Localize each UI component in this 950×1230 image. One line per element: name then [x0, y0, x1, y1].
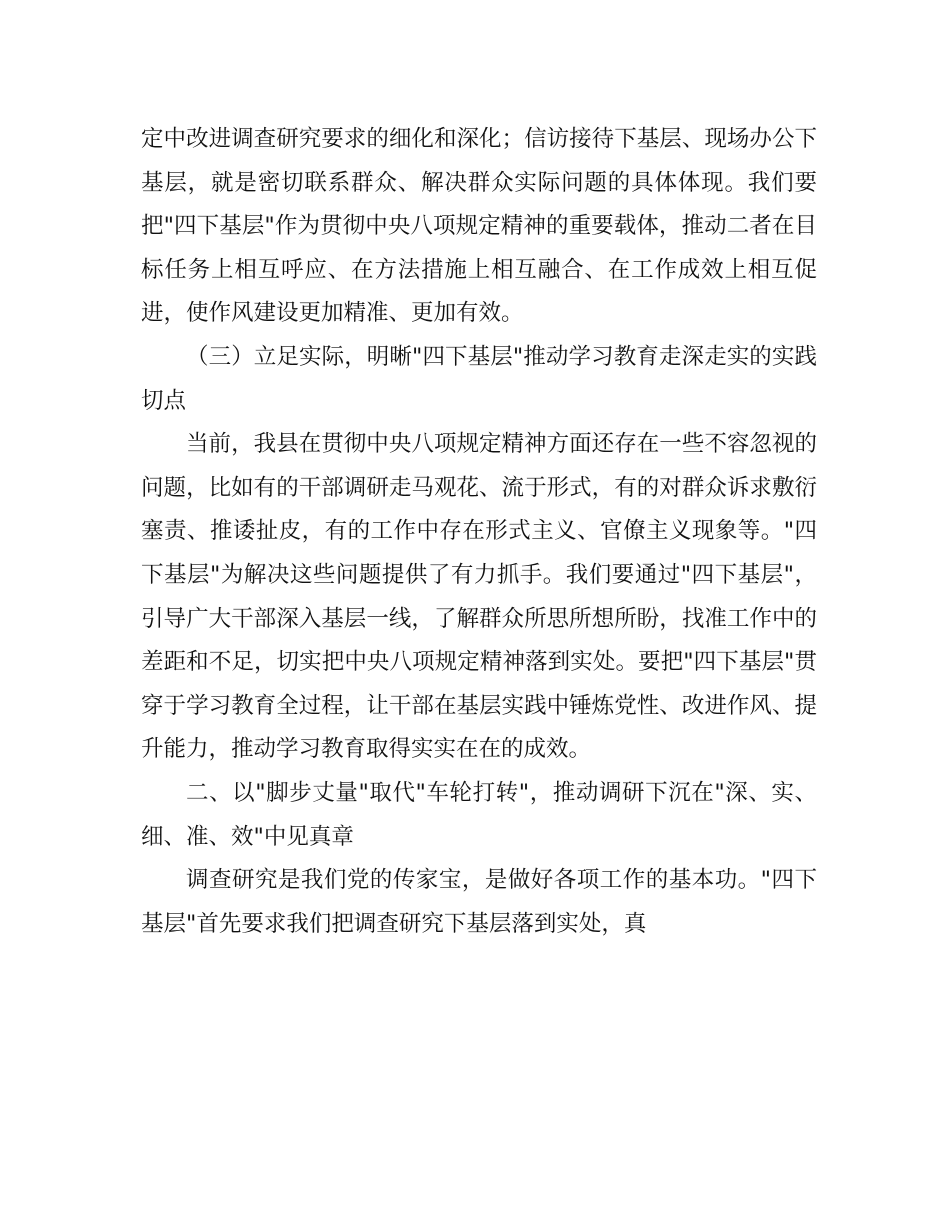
section-heading-2: 二、以"脚步丈量"取代"车轮打转"，推动调研下沉在"深、实、细、准、效"中见真章	[141, 779, 817, 850]
paragraph-research: 调查研究是我们党的传家宝，是做好各项工作的基本功。"四下基层"首先要求我们把调查研究下基层落到实处，真	[141, 867, 817, 937]
paragraph-continued-text: 定中改进调查研究要求的细化和深化；信访接待下基层、现场办公下基层，就是密切联系群众、解决群众实际问题的具体体现。我们要把"四下基层"作为贯彻中央八项规定精神的重要载体，推动二者在目标任务上相互呼应、在方法措施上相互融合、在工作成效上相互促进，使作风建设更加精准、更加有效。	[141, 126, 817, 327]
section-heading-3: （三）立足实际，明晰"四下基层"推动学习教育走深走实的实践切点	[141, 343, 817, 414]
document-body	[141, 118, 817, 946]
paragraph-current-problems: 当前，我县在贯彻中央八项规定精神方面还存在一些不容忽视的问题，比如有的干部调研走马观花、流于形式，有的对群众诉求敷衍塞责、推诿扯皮，有的工作中存在形式主义、官僚主义现象等。"四下基层"为解决这些问题提供了有力抓手。我们要通过"四下基层"，引导广大干部深入基层一线，了解群众所思所想所盼，找准工作中的差距和不足，切实把中央八项规定精神落到实处。要把"四下基层"贯穿于学习教育全过程，让干部在基层实践中锤炼党性、改进作风、提升能力，推动学习教育取得实实在在的成效。	[141, 431, 817, 763]
